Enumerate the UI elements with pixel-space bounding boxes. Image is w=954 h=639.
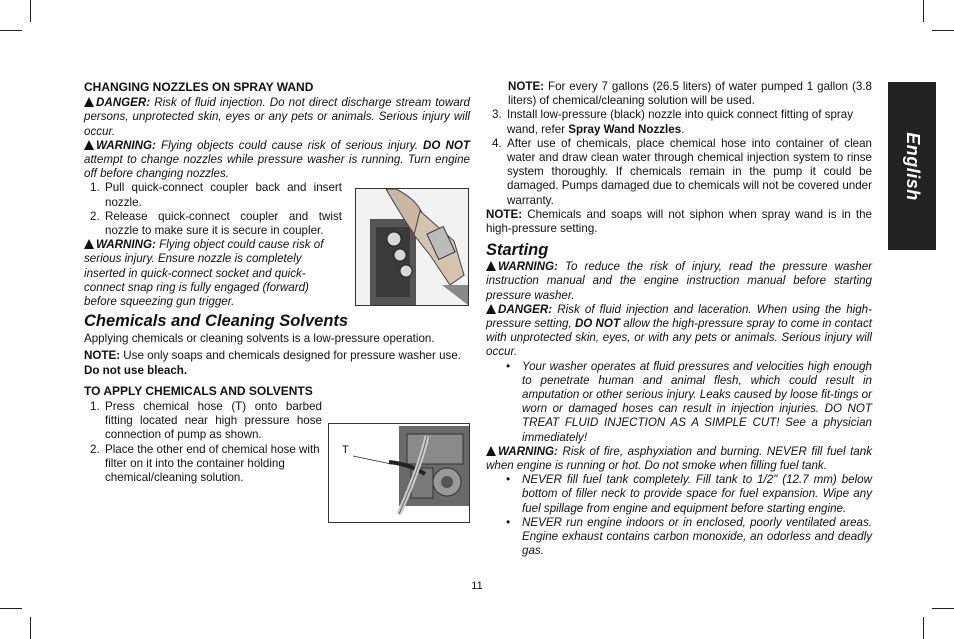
crop-mark xyxy=(30,0,31,22)
step-text: Release quick-connect coupler and twist nozzle to make sure it is secure in coupler. xyxy=(105,209,342,238)
warning-label: WARNING: xyxy=(498,444,558,458)
crop-mark xyxy=(932,30,954,31)
bullet-icon: • xyxy=(506,359,511,373)
warning-triangle-icon xyxy=(84,239,94,249)
warning-label: WARNING: xyxy=(96,238,156,252)
list-item xyxy=(492,108,872,136)
warning-triangle-icon xyxy=(486,446,496,456)
step-number: 1. xyxy=(90,181,100,195)
note-text: Use only soaps and chemicals designed for pressure washer use. xyxy=(120,349,461,363)
bullet-icon: • xyxy=(506,515,511,529)
step-text: Place the other end of chemical hose with filter on it into the container holding chemical/cleaning solution. xyxy=(105,442,320,485)
danger-text: Risk of fluid injection and laceration. When using the high-pressure setting, xyxy=(486,302,872,331)
bullet-text: NEVER fill fuel tank completely. Fill tank to 1/2" (12.7 mm) below bottom of filler neck to provide space for fuel expansion. Wipe any fuel spillage from engine and equipment before starting engine. xyxy=(522,473,872,515)
step-number: 2. xyxy=(90,442,100,456)
note xyxy=(508,80,872,108)
warning-notice xyxy=(486,445,872,473)
warning-triangle-icon xyxy=(486,261,496,271)
list-item xyxy=(90,210,342,238)
bullet-text: Your washer operates at fluid pressures and velocities high enough to penetrate human and animal flesh, which could result in amputation or other serious injury. Leaks caused by loose fit-tings or worn or damaged hoses can result in injection injuries. DO NOT TREAT FLUID INJECTION AS A SIMPLE CUT! See a physician immediately! xyxy=(522,359,872,444)
step-number: 4. xyxy=(492,136,502,150)
danger-label: DANGER: xyxy=(498,302,553,316)
note-label: NOTE: xyxy=(486,207,523,221)
step-text-part: Install low-pressure (black) nozzle into quick connect fitting of spray wand, refer xyxy=(507,108,854,136)
nozzle-coupler-figure xyxy=(355,188,469,306)
do-not-emphasis: DO NOT xyxy=(423,138,470,152)
chemicals-intro: Applying chemicals or cleaning solvents is a low-pressure operation. xyxy=(84,332,435,346)
nozzle-steps xyxy=(84,181,342,238)
right-column xyxy=(486,80,872,559)
language-tab-label: English xyxy=(902,131,923,201)
warning-text: Flying objects could cause risk of serious injury. xyxy=(155,138,424,152)
step-text xyxy=(507,108,872,136)
apply-heading: TO APPLY CHEMICALS AND SOLVENTS xyxy=(84,383,313,398)
crop-mark xyxy=(932,608,954,609)
note-emphasis: Do not use bleach. xyxy=(84,363,188,377)
list-item xyxy=(90,400,322,443)
warning-notice xyxy=(84,238,340,309)
crop-mark xyxy=(0,30,22,31)
note-label: NOTE: xyxy=(508,80,545,93)
warning-triangle-icon xyxy=(84,97,94,107)
step-text: After use of chemicals, place chemical hose into container of clean water and draw clean water through chemical injection system to rinse system thoroughly. If chemicals remain in the pump it could be damaged. Pumps damaged due to chemicals will not be covered under warranty. xyxy=(507,136,872,207)
danger-text: Risk of fluid injection. Do not direct discharge stream toward persons, unprotected skin, eyes or any pets or animals. Serious injury will occur. xyxy=(84,96,470,138)
list-item xyxy=(90,181,342,209)
cross-reference: Spray Wand Nozzles xyxy=(568,122,682,136)
warning-triangle-icon xyxy=(84,140,94,150)
hose-label-t: T xyxy=(342,444,349,456)
step-text: Press chemical hose (T) onto barbed fitting located near high pressure hose connection of pump as shown. xyxy=(105,400,322,442)
starting-title: Starting xyxy=(486,241,549,260)
danger-label: DANGER: xyxy=(96,96,151,110)
list-item xyxy=(506,473,872,516)
warning-text: To reduce the risk of injury, read the pressure washer instruction manual and the engine instruction manual before starting pressure washer. xyxy=(486,260,872,302)
warning-label: WARNING: xyxy=(498,260,558,274)
crop-mark xyxy=(30,617,31,639)
step-text: Pull quick-connect coupler back and insert nozzle. xyxy=(105,181,342,209)
step-number: 2. xyxy=(90,209,100,223)
list-item xyxy=(492,137,872,208)
apply-steps xyxy=(84,400,322,485)
note-text: Chemicals and soaps will not siphon when spray wand is in the high-pressure setting. xyxy=(486,207,872,236)
warning-text: Risk of fire, asphyxiation and burning. NEVER fill fuel tank when engine is running or hot. Do not smoke when filling fuel tank. xyxy=(486,444,872,473)
language-tab xyxy=(888,82,936,250)
step-text-part: . xyxy=(681,122,685,136)
step-number: 1. xyxy=(90,400,100,414)
note-label: NOTE: xyxy=(84,349,121,363)
danger-notice xyxy=(84,96,470,139)
danger-text: allow the high-pressure spray to come in contact with unprotected skin, eyes, or with any pets or animals. Serious injury will occur. xyxy=(486,317,872,359)
warning-notice xyxy=(84,139,470,182)
warning-notice xyxy=(486,260,872,303)
warning-text: attempt to change nozzles while pressure washer is running. Turn engine off before changing nozzles. xyxy=(84,153,470,181)
note xyxy=(486,208,872,236)
page-number: 11 xyxy=(471,580,483,592)
list-item xyxy=(90,443,322,486)
list-item xyxy=(506,360,872,445)
pump-illustration xyxy=(329,424,469,522)
bullet-icon: • xyxy=(506,473,511,487)
warning-triangle-icon xyxy=(486,304,496,314)
warning-text: Flying object could cause risk of serious injury. Ensure nozzle is completely inserted in quick-connect socket and quick-connect snap ring is fully engaged (forward) before squeezing gun trigger. xyxy=(84,238,324,309)
chemicals-title: Chemicals and Cleaning Solvents xyxy=(84,312,349,331)
crop-mark xyxy=(0,608,22,609)
nozzle-illustration xyxy=(356,189,468,305)
list-item xyxy=(506,516,872,559)
note-text: For every 7 gallons (26.5 liters) of water pumped 1 gallon (3.8 liters) of chemical/cleaning solution will be used. xyxy=(508,80,872,108)
bullet-text: NEVER run engine indoors or in enclosed, poorly ventilated areas. Engine exhaust contains carbon monoxide, an odorless and deadly gas. xyxy=(522,515,872,558)
step-number: 3. xyxy=(492,108,502,122)
warning-label: WARNING: xyxy=(96,138,156,152)
crop-mark xyxy=(923,0,924,22)
chemical-hose-figure xyxy=(328,423,470,523)
do-not-emphasis: DO NOT xyxy=(574,317,621,331)
danger-notice xyxy=(486,303,872,360)
crop-mark xyxy=(923,617,924,639)
nozzles-heading: CHANGING NOZZLES ON SPRAY WAND xyxy=(84,80,314,94)
note xyxy=(84,349,470,377)
